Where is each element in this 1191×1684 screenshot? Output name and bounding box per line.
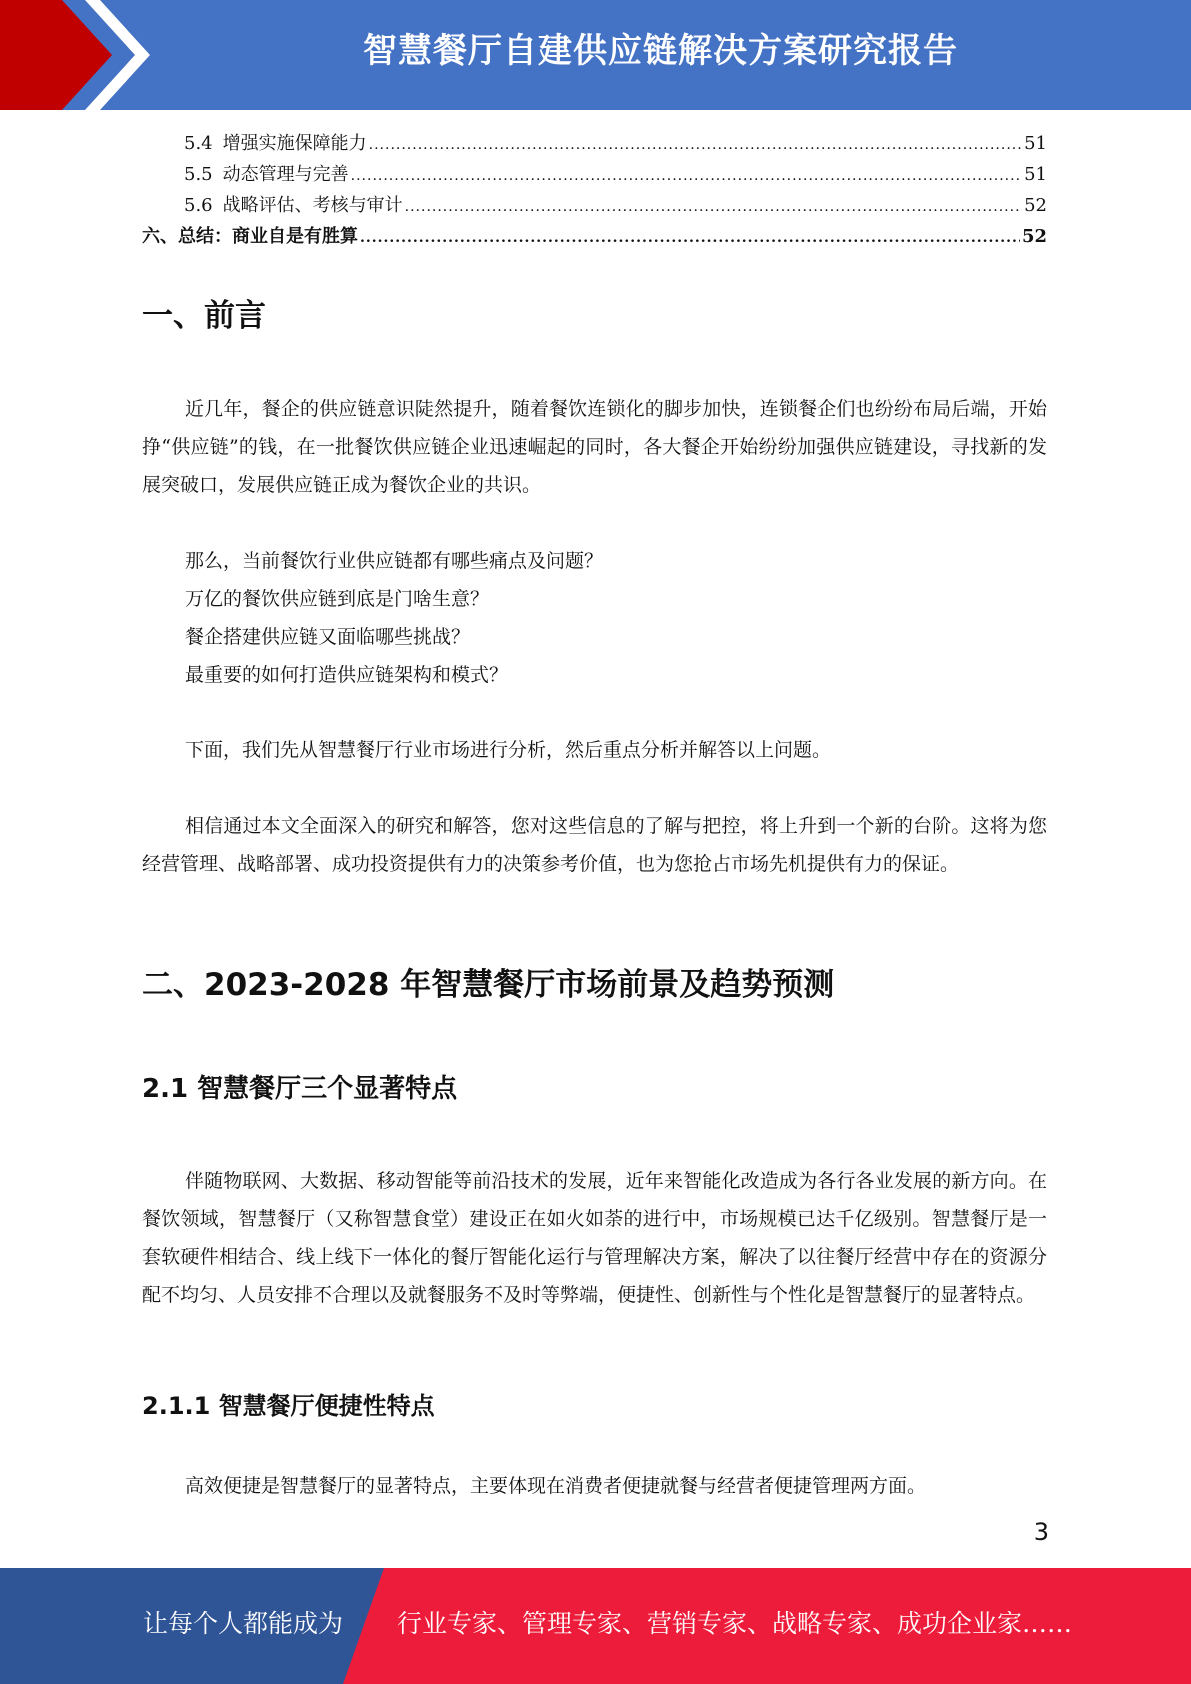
subsection-heading-2-1: 2.1 智慧餐厅三个显著特点 bbox=[142, 1074, 458, 1104]
footer-slogan-left: 让每个人都能成为 bbox=[143, 1609, 344, 1638]
toc-entry[interactable] bbox=[142, 159, 1047, 190]
section-heading-preface: 一、前言 bbox=[142, 298, 266, 334]
toc-entry-title: 增强实施保障能力 bbox=[222, 133, 367, 154]
document-title: 智慧餐厅自建供应链解决方案研究报告 bbox=[363, 31, 958, 71]
toc-entry-page: 52 bbox=[1024, 195, 1047, 216]
question-item: 餐企搭建供应链又面临哪些挑战？ bbox=[185, 626, 471, 648]
toc-entry-title: 战略评估、考核与审计 bbox=[222, 195, 403, 216]
question-item: 万亿的餐饮供应链到底是门啥生意？ bbox=[185, 588, 490, 610]
preface-paragraph-2: 下面，我们先从智慧餐厅行业市场进行分析，然后重点分析并解答以上问题。 bbox=[185, 739, 832, 761]
toc-entry-page: 52 bbox=[1021, 226, 1047, 247]
toc-entry[interactable] bbox=[142, 128, 1047, 159]
toc-entry-number: 5.5 bbox=[184, 164, 213, 185]
toc-dot-leader bbox=[360, 223, 1020, 254]
subsection-2-1-paragraph: 伴随物联网、大数据、移动智能等前沿技术的发展，近年来智能化改造成为各行各业发展的新方向。在餐饮领域，智慧餐厅（又称智慧食堂）建设正在如火如荼的进行中，市场规模已达千亿级别。智慧餐厅是一套软硬件相结合、线上线下一体化的餐厅智能化运行与管理解决方案，解决了以往餐厅经营中存在的资源分配不均匀、人员安排不合理以及就餐服务不及时等弊端，便捷性、创新性与个性化是智慧餐厅的显著特点。 bbox=[142, 1170, 1047, 1306]
toc-dot-leader bbox=[405, 192, 1022, 223]
toc-entry-page: 51 bbox=[1024, 133, 1047, 154]
subsection-heading-2-1-1: 2.1.1 智慧餐厅便捷性特点 bbox=[142, 1392, 435, 1420]
question-list bbox=[185, 542, 603, 694]
footer-slogan-right: 行业专家、管理专家、营销专家、战略专家、成功企业家…… bbox=[397, 1609, 1073, 1638]
toc-entry-chapter[interactable] bbox=[142, 221, 1047, 252]
question-item: 那么，当前餐饮行业供应链都有哪些痛点及问题？ bbox=[185, 550, 604, 572]
question-item: 最重要的如何打造供应链架构和模式？ bbox=[185, 664, 509, 686]
toc-entry-number: 5.6 bbox=[184, 195, 213, 216]
toc-dot-leader bbox=[369, 130, 1022, 161]
page-number: 3 bbox=[1033, 1518, 1049, 1546]
toc-entry-title: 六、总结：商业自是有胜算 bbox=[142, 226, 358, 247]
toc-entry-page: 51 bbox=[1024, 164, 1047, 185]
toc-dot-leader bbox=[351, 161, 1022, 192]
table-of-contents bbox=[142, 128, 1047, 252]
preface-paragraph-3: 相信通过本文全面深入的研究和解答，您对这些信息的了解与把控，将上升到一个新的台阶。这将为您经营管理、战略部署、成功投资提供有力的决策参考价值，也为您抢占市场先机提供有力的保证。 bbox=[142, 815, 1047, 875]
preface-paragraph-1: 近几年，餐企的供应链意识陡然提升，随着餐饮连锁化的脚步加快，连锁餐企们也纷纷布局后端，开始挣“供应链”的钱，在一批餐饮供应链企业迅速崛起的同时，各大餐企开始纷纷加强供应链建设，寻找新的发展突破口，发展供应链正成为餐饮企业的共识。 bbox=[142, 398, 1047, 496]
header-banner bbox=[0, 0, 1191, 110]
toc-entry[interactable] bbox=[142, 190, 1047, 221]
footer-banner bbox=[0, 1568, 1191, 1684]
subsection-2-1-1-paragraph: 高效便捷是智慧餐厅的显著特点，主要体现在消费者便捷就餐与经营者便捷管理两方面。 bbox=[185, 1475, 927, 1497]
section-heading-market-outlook: 二、2023-2028 年智慧餐厅市场前景及趋势预测 bbox=[142, 967, 835, 1003]
toc-entry-title: 动态管理与完善 bbox=[222, 164, 349, 185]
toc-entry-number: 5.4 bbox=[184, 133, 213, 154]
